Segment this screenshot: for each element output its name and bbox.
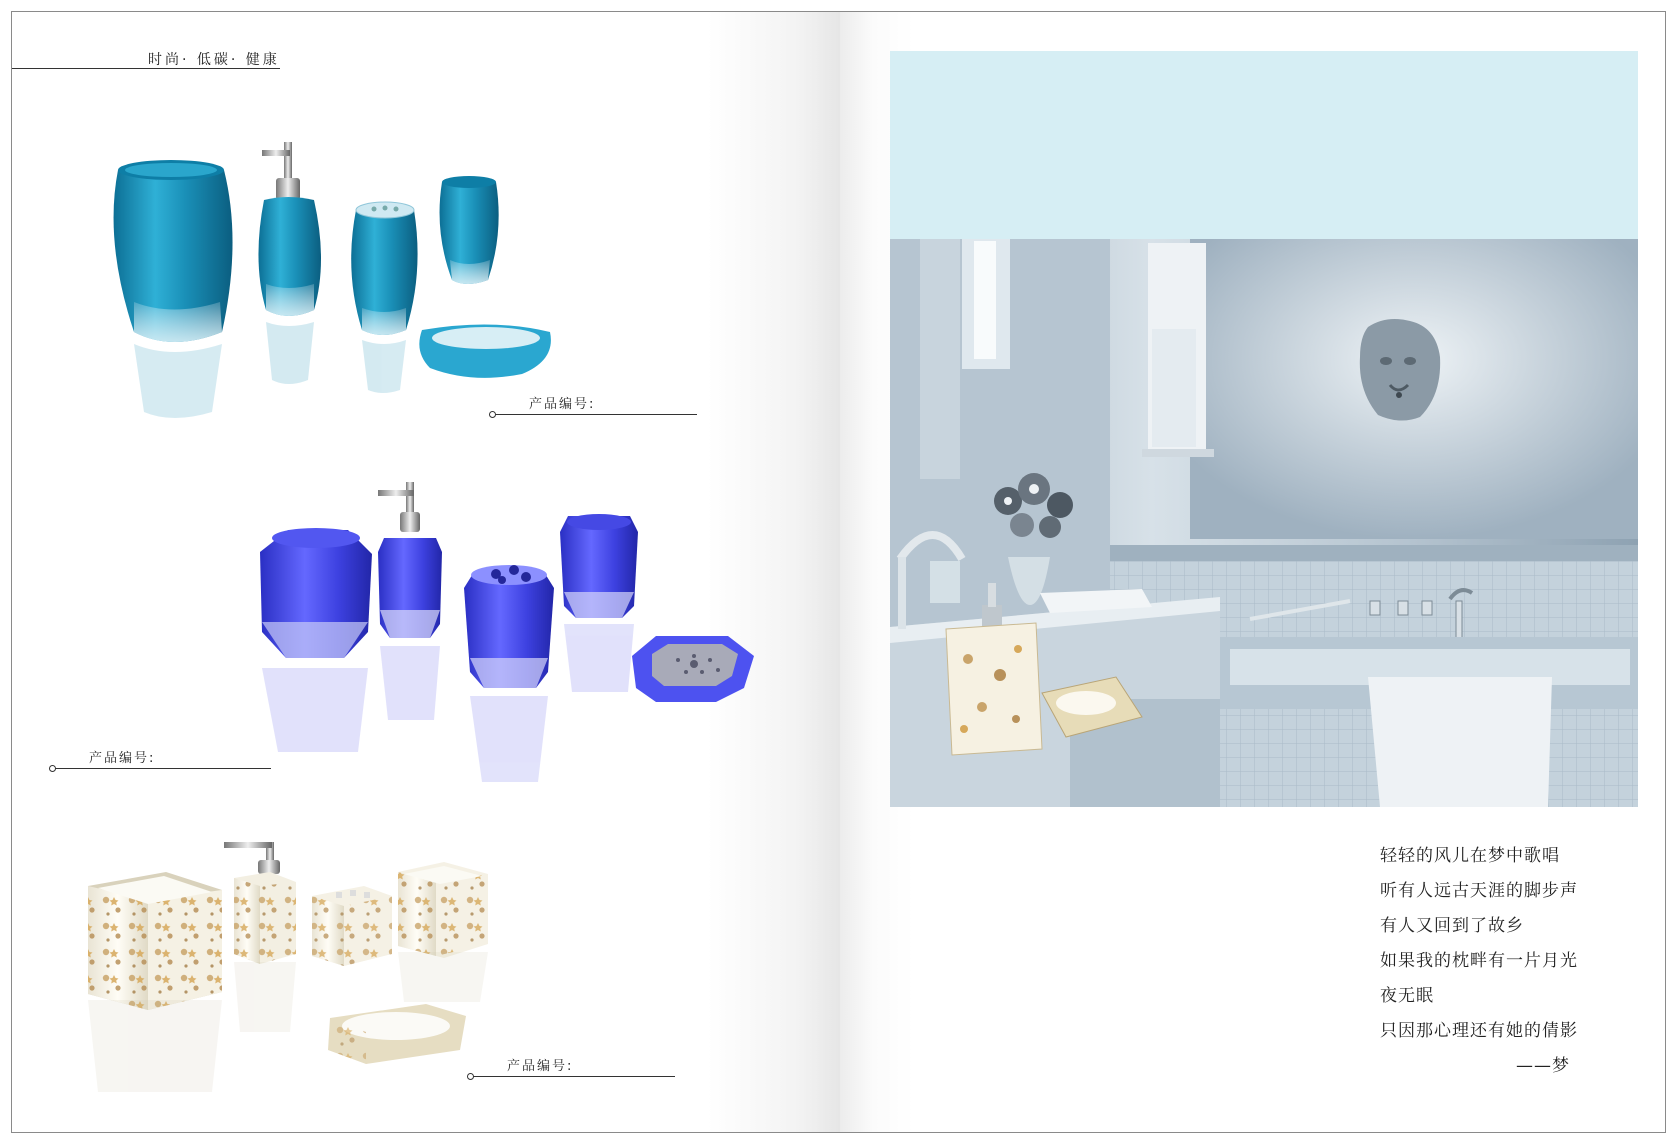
product-set-seashell [74, 842, 594, 1132]
product-code-row-3 [467, 1057, 675, 1077]
poem-line-1: 轻轻的风儿在梦中歌唱 [1380, 846, 1560, 866]
poem-line-2: 听有人远古天涯的脚步声 [1380, 881, 1578, 901]
poem-block [1380, 839, 1580, 1084]
label-rule [473, 1076, 675, 1077]
product-code-label: 产品编号: [529, 397, 596, 412]
left-page [12, 12, 840, 1132]
product-set-cobalt [238, 482, 798, 812]
poem-signature: ——梦 [1516, 1056, 1570, 1076]
seashell-tumbler-large [88, 872, 222, 1010]
product-code-label: 产品编号: [507, 1059, 574, 1074]
poem-line-3: 有人又回到了故乡 [1380, 916, 1524, 936]
seashell-soap-dish [328, 1004, 466, 1064]
poem-line-5: 夜无眠 [1380, 986, 1434, 1006]
brochure-spread [11, 11, 1666, 1133]
seashell-set-illustration [74, 842, 594, 1132]
sky-color-band [890, 51, 1638, 239]
lion-mask [1360, 319, 1440, 421]
seashell-tumbler-small [398, 862, 488, 958]
poem-line-4: 如果我的枕畔有一片月光 [1380, 951, 1578, 971]
seashell-toothbrush-holder [312, 886, 392, 966]
product-code-label: 产品编号: [89, 751, 156, 766]
teal-set-illustration [52, 112, 612, 442]
product-code-row-1 [489, 395, 697, 415]
bathroom-scene-illustration [890, 239, 1638, 807]
product-set-teal [52, 112, 612, 442]
bathroom-photo [890, 239, 1638, 807]
cobalt-set-illustration [238, 482, 798, 812]
seashell-dispenser [234, 872, 296, 964]
header-tagline: 时尚· 低碳· 健康 [148, 52, 280, 68]
label-rule [55, 768, 271, 769]
right-page [840, 12, 1666, 1132]
product-code-row-2 [49, 749, 271, 769]
poem-line-6: 只因那心理还有她的倩影 [1380, 1021, 1578, 1041]
label-rule [495, 414, 697, 415]
